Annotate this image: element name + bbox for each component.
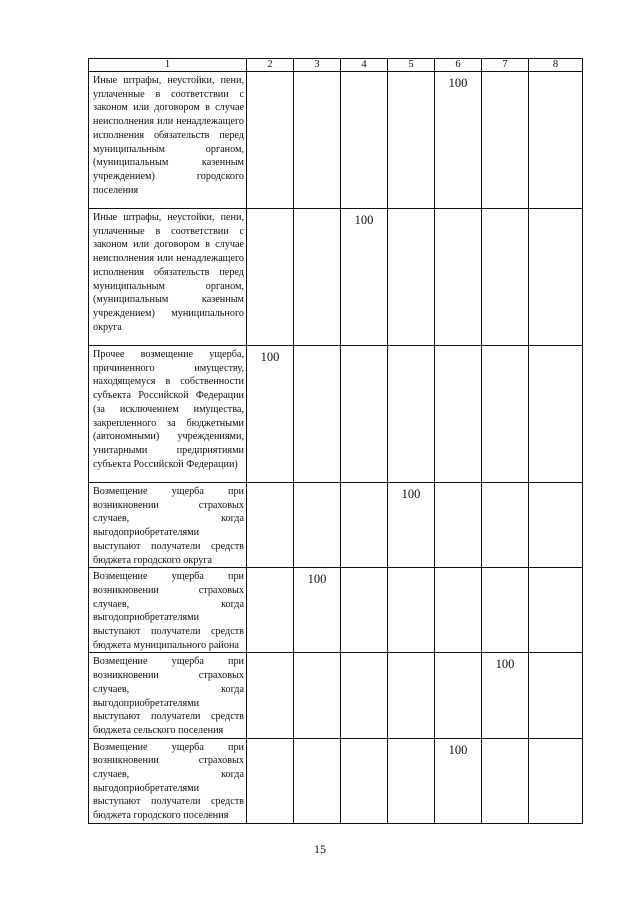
value-cell: 100: [435, 72, 482, 209]
value-cell: [529, 346, 583, 483]
value-cell: [529, 209, 583, 346]
value-cell: [294, 738, 341, 823]
header-cell: 2: [247, 59, 294, 72]
value-cell: [435, 653, 482, 738]
table-row: [89, 568, 583, 653]
table-body: [89, 72, 583, 824]
value-cell: [247, 72, 294, 209]
value-cell: [529, 653, 583, 738]
value-cell: [341, 568, 388, 653]
value-cell: [341, 653, 388, 738]
value-cell: [482, 209, 529, 346]
row-description: Возмещение ущерба при возникновении страховых случаев, когда выгодоприобретателями выступают получатели средств бюджета городского округа: [89, 483, 247, 568]
value-cell: 100: [482, 653, 529, 738]
value-cell: [247, 209, 294, 346]
value-cell: [482, 568, 529, 653]
value-cell: [529, 483, 583, 568]
value-cell: [294, 209, 341, 346]
value-cell: [482, 483, 529, 568]
value-cell: [529, 738, 583, 823]
row-description: Возмещение ущерба при возникновении страховых случаев, когда выгодоприобретателями выступают получатели средств бюджета сельского поселения: [89, 653, 247, 738]
row-description: Прочее возмещение ущерба, причиненного имуществу, находящемуся в собственности субъекта Российской Федерации (за исключением имущества, закрепленного за бюджетными (автономными) учреждениями, унитарными предприятиями субъекта Российской Федерации): [89, 346, 247, 483]
value-cell: [388, 653, 435, 738]
table-row: [89, 346, 583, 483]
value-cell: [435, 568, 482, 653]
value-cell: [341, 346, 388, 483]
value-cell: [388, 209, 435, 346]
value-cell: [341, 72, 388, 209]
row-description: Иные штрафы, неустойки, пени, уплаченные в соответствии с законом или договором в случае неисполнения или ненадлежащего исполнения обязательств перед муниципальным органом, (муниципальным казенным учреждением) муниципального округа: [89, 209, 247, 346]
table-row: [89, 738, 583, 823]
value-cell: [341, 738, 388, 823]
value-cell: [388, 72, 435, 209]
value-cell: [247, 568, 294, 653]
value-cell: [435, 346, 482, 483]
table-header: [89, 59, 583, 72]
value-cell: [435, 209, 482, 346]
table-row: [89, 483, 583, 568]
value-cell: [294, 483, 341, 568]
table-row: [89, 72, 583, 209]
value-cell: [388, 568, 435, 653]
table-row: [89, 209, 583, 346]
header-row: [89, 59, 583, 72]
value-cell: 100: [435, 738, 482, 823]
budget-table: [88, 58, 583, 824]
header-cell: 1: [89, 59, 247, 72]
header-cell: 3: [294, 59, 341, 72]
value-cell: [529, 72, 583, 209]
value-cell: [247, 483, 294, 568]
header-cell: 6: [435, 59, 482, 72]
value-cell: [294, 72, 341, 209]
row-description: Иные штрафы, неустойки, пени, уплаченные в соответствии с законом или договором в случае неисполнения или ненадлежащего исполнения обязательств перед муниципальным органом, (муниципальным казенным учреждением) городского поселения: [89, 72, 247, 209]
row-description: Возмещение ущерба при возникновении страховых случаев, когда выгодоприобретателями выступают получатели средств бюджета муниципального района: [89, 568, 247, 653]
value-cell: [247, 738, 294, 823]
row-description: Возмещение ущерба при возникновении страховых случаев, когда выгодоприобретателями выступают получатели средств бюджета городского поселения: [89, 738, 247, 823]
header-cell: 7: [482, 59, 529, 72]
header-cell: 5: [388, 59, 435, 72]
header-cell: 8: [529, 59, 583, 72]
value-cell: [341, 483, 388, 568]
value-cell: [294, 346, 341, 483]
value-cell: 100: [247, 346, 294, 483]
value-cell: [482, 738, 529, 823]
value-cell: [388, 346, 435, 483]
page-number: 15: [314, 842, 326, 856]
value-cell: [294, 653, 341, 738]
value-cell: [482, 72, 529, 209]
value-cell: 100: [294, 568, 341, 653]
value-cell: [247, 653, 294, 738]
value-cell: 100: [341, 209, 388, 346]
table-row: [89, 653, 583, 738]
header-cell: 4: [341, 59, 388, 72]
value-cell: 100: [388, 483, 435, 568]
value-cell: [529, 568, 583, 653]
value-cell: [482, 346, 529, 483]
value-cell: [388, 738, 435, 823]
value-cell: [435, 483, 482, 568]
